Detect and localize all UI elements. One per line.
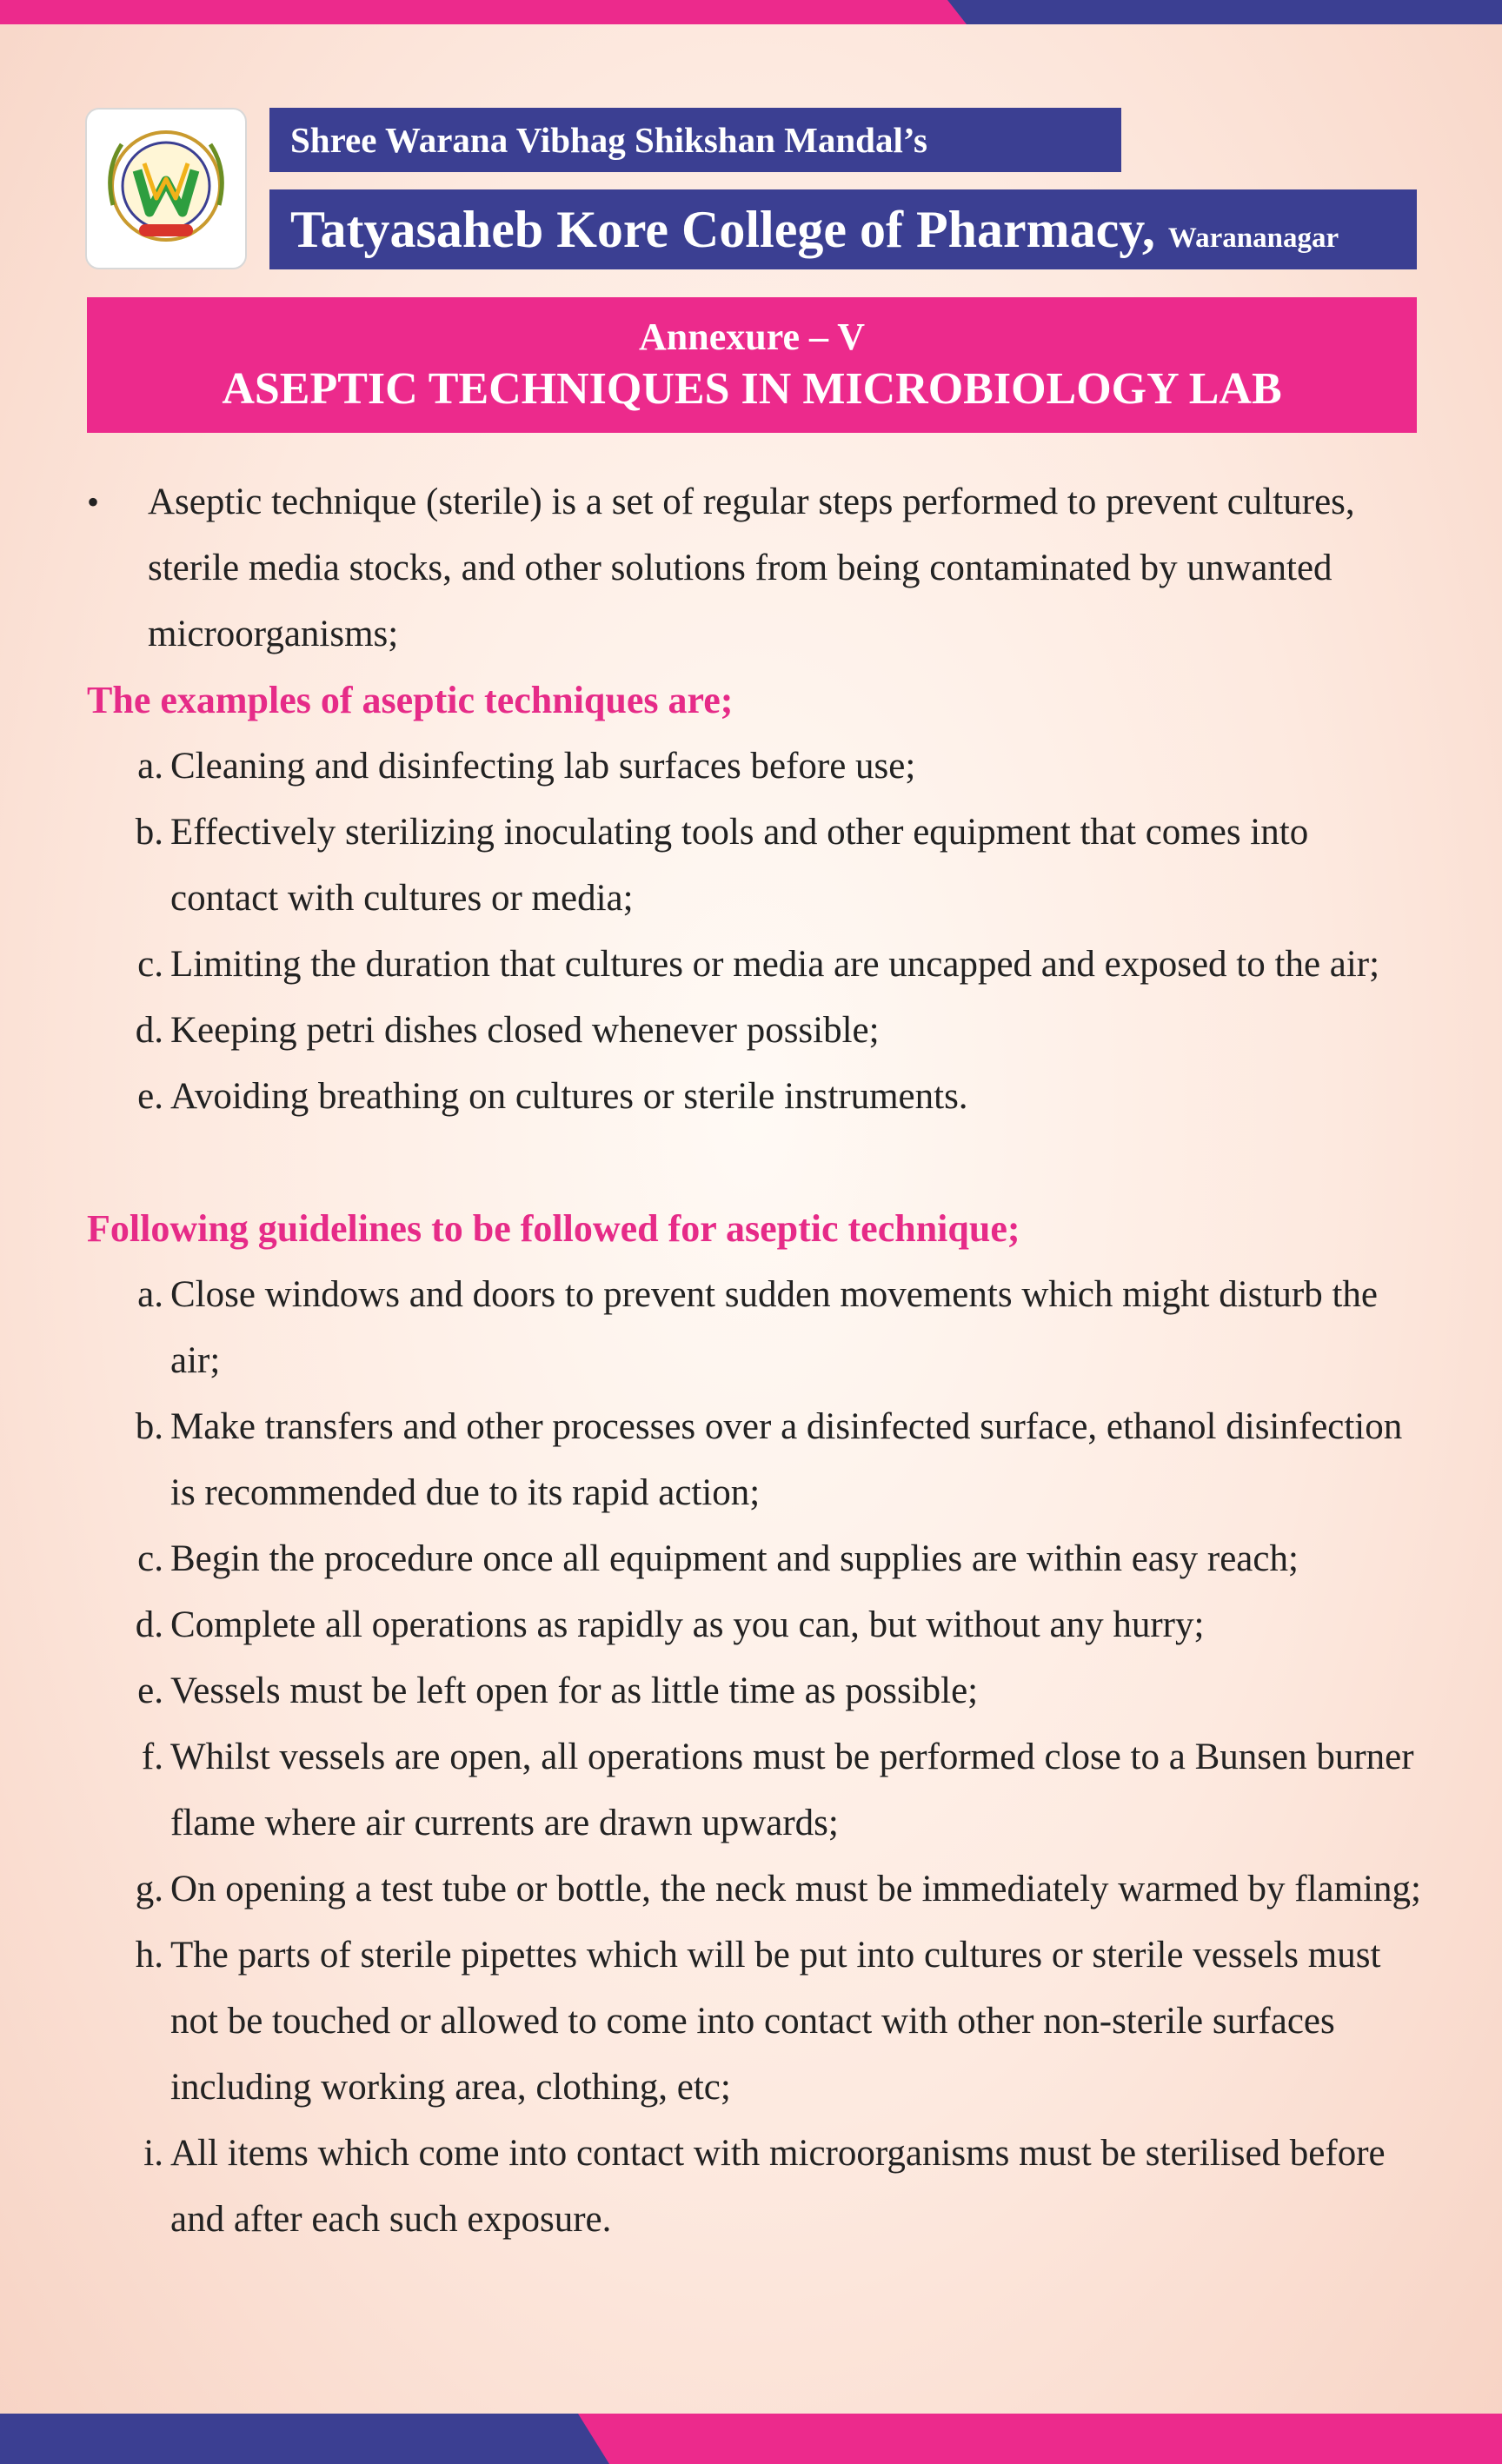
bullet-icon: • xyxy=(87,482,100,521)
list-item xyxy=(135,1592,1422,1658)
list-marker: d. xyxy=(135,1010,163,1051)
list-item-text: All items which come into contact with microorganisms must be sterilised before and after each such exposure. xyxy=(170,2133,1386,2240)
list-item xyxy=(143,2121,1422,2253)
list-item-text: Make transfers and other processes over a disinfected surface, ethanol disinfection is recommended due to its rapid action; xyxy=(170,1406,1403,1513)
list-item-text: Whilst vessels are open, all operations must be performed close to a Bunsen burner flame where air currents are drawn upwards; xyxy=(170,1737,1414,1843)
list-marker: b. xyxy=(135,812,163,853)
list-item xyxy=(135,1394,1422,1526)
college-title: Tatyasaheb Kore College of Pharmacy, xyxy=(290,201,1155,258)
list-item xyxy=(135,800,1422,932)
top-decorative-bar-accent xyxy=(947,0,1502,24)
list-marker: g. xyxy=(135,1869,163,1909)
list-item-text: Cleaning and disinfecting lab surfaces before use; xyxy=(170,746,916,787)
list-item xyxy=(137,932,1422,998)
list-marker: c. xyxy=(137,944,163,985)
list-item-text: Complete all operations as rapidly as you can, but without any hurry; xyxy=(170,1604,1205,1645)
list-item xyxy=(137,1262,1422,1394)
college-place: Warananagar xyxy=(1167,222,1339,254)
examples-list xyxy=(135,734,1422,1130)
list-item-text: On opening a test tube or bottle, the neck must be immediately warmed by flaming; xyxy=(170,1869,1421,1909)
intro-paragraph xyxy=(87,469,1417,667)
intro-text: Aseptic technique (sterile) is a set of regular steps performed to prevent cultures, sterile media stocks, and other solutions from being contaminated by unwanted microorganisms; xyxy=(148,482,1355,654)
title-banner xyxy=(87,297,1417,433)
list-item xyxy=(137,734,1422,800)
list-marker: d. xyxy=(135,1604,163,1645)
list-marker: a. xyxy=(137,1274,163,1315)
list-marker: e. xyxy=(137,1670,163,1711)
annexure-label: Annexure – V xyxy=(639,315,865,358)
bottom-decorative-bar-accent xyxy=(578,2414,1502,2464)
list-item-text: The parts of sterile pipettes which will be put into cultures or sterile vessels must not be touched or allowed to come into contact with other non-sterile surfaces including working area, clothing, etc; xyxy=(170,1935,1381,2108)
list-item xyxy=(135,1856,1422,1923)
list-item-text: Close windows and doors to prevent sudden movements which might disturb the air; xyxy=(170,1274,1378,1381)
college-emblem-icon xyxy=(87,110,245,268)
list-marker: i. xyxy=(143,2133,163,2174)
list-marker: e. xyxy=(137,1076,163,1117)
org-name: Shree Warana Vibhag Shikshan Mandal’s xyxy=(269,108,1121,172)
list-marker: f. xyxy=(141,1737,163,1777)
examples-heading: The examples of aseptic techniques are; xyxy=(87,679,734,721)
list-item xyxy=(137,1658,1422,1724)
list-item-text: Vessels must be left open for as little time as possible; xyxy=(170,1670,979,1711)
list-item-text: Begin the procedure once all equipment and supplies are within easy reach; xyxy=(170,1538,1299,1579)
list-marker: h. xyxy=(135,1935,163,1976)
guidelines-heading: Following guidelines to be followed for aseptic technique; xyxy=(87,1207,1020,1250)
list-item-text: Effectively sterilizing inoculating tools and other equipment that comes into contact with cultures or media; xyxy=(170,812,1309,919)
list-item xyxy=(137,1064,1422,1130)
list-item xyxy=(141,1724,1422,1856)
list-item xyxy=(137,1526,1422,1592)
college-name xyxy=(269,189,1417,269)
list-item-text: Limiting the duration that cultures or media are uncapped and exposed to the air; xyxy=(170,944,1380,985)
guidelines-list xyxy=(135,1262,1422,2253)
page-title: ASEPTIC TECHNIQUES IN MICROBIOLOGY LAB xyxy=(222,364,1282,414)
list-marker: a. xyxy=(137,746,163,787)
list-item xyxy=(135,998,1422,1064)
list-marker: c. xyxy=(137,1538,163,1579)
list-item-text: Avoiding breathing on cultures or sterile instruments. xyxy=(170,1076,968,1117)
list-item-text: Keeping petri dishes closed whenever possible; xyxy=(170,1010,880,1051)
list-marker: b. xyxy=(135,1406,163,1447)
college-logo xyxy=(85,108,247,269)
list-item xyxy=(135,1923,1422,2121)
